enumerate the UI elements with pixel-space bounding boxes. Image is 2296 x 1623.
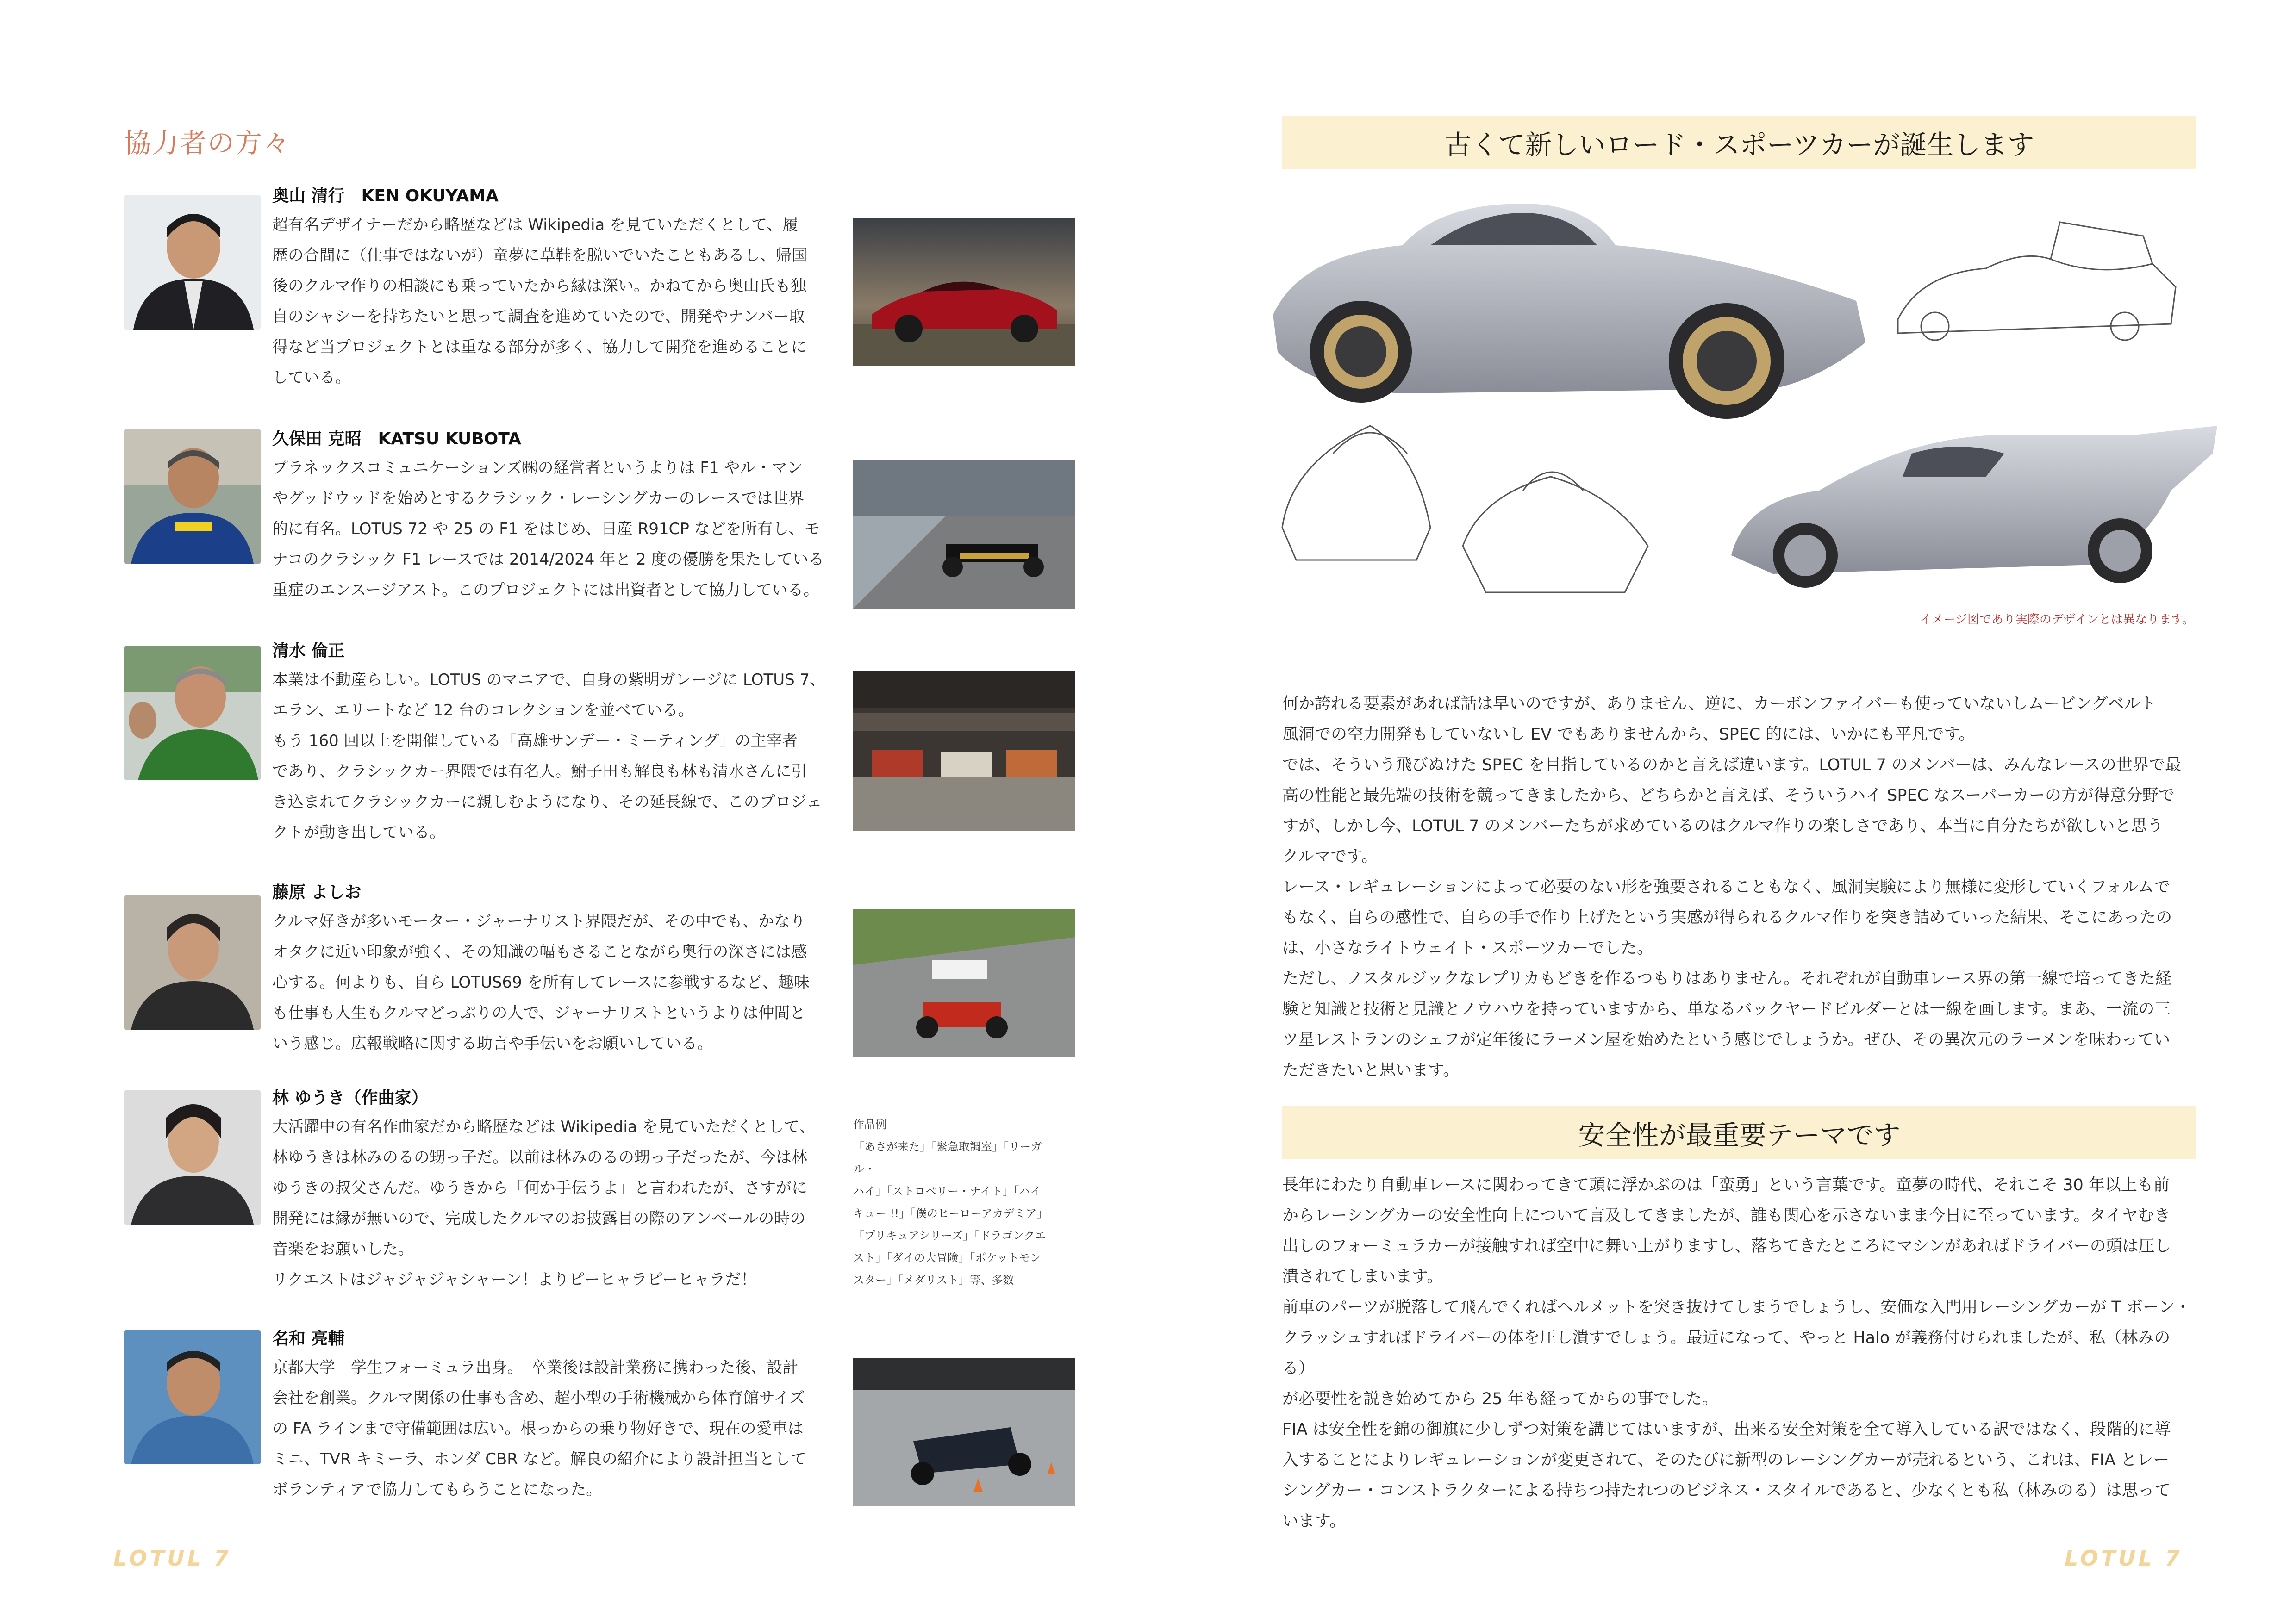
person-name: 名和 亮輔 <box>272 1329 345 1348</box>
collaborator-shimizu <box>124 638 1078 851</box>
person-name: 藤原 よしお <box>272 883 362 902</box>
design-sketches-illustration <box>1264 194 2264 634</box>
concept-paragraph: 何か誇れる要素があれば話は早いのですが、ありません、逆に、カーボンファイバーも使っていないしムービングベルト 風洞での空力開発もしていないし EV でもありませんから、SPEC 的には、いかにも平凡です。 では、そういう飛びぬけた SPEC を目指しているのかと言えば違います。LOTUL 7 のメンバーは、みんなレースの世界で最 高の性能と最先端の技術を競ってきましたから、どちらかと言えば、そういうハイ SPEC なスーパーカーの方が得意分野で すが、しかし今、LOTUL 7 のメンバーたちが求めているのはクルマ作りの楽しさであり、本当に自分たちが欲しいと思う クルマです。 レース・レギュレーションによって必要のない形を強要されることもなく、風洞実験により無様に変形していくフォルムで もなく、自らの感性で、自らの手で作り上げたという実感が得られるクルマ作りを突き詰めていった結果、そこにあったの は、小さなライトウェイト・スポーツカーでした。 ただし、ノスタルジックなレプリカもどきを作るつもりはありません。それぞれが自動車レース界の第一線で培ってきた経 験と知識と技術と見識とノウハウを持っていますから、単なるバックヤードビルダーとは一線を画します。まあ、一流の三 ツ星レストランのシェフが定年後にラーメン屋を始めたという感じでしょうか。ぜひ、その異次元のラーメンを味わってい ただきたいと思います。 <box>1282 695 2181 1080</box>
classic-f1-car-photo <box>853 460 1075 609</box>
student-formula-car-photo <box>853 1358 1075 1506</box>
portrait-photo <box>124 895 261 1030</box>
lotus69-race-photo <box>853 909 1075 1057</box>
portrait-photo <box>124 1330 261 1464</box>
person-bio: 京都大学 学生フォーミュラ出身。 卒業後は設計業務に携わった後、設計 会社を創業。クルマ関係の仕事も含め、超小型の手術機械から体育館サイズ の FA ラインまで守備範囲は広い。根っからの乗り物好きで、現在の愛車は ミニ、TVR キミーラ、ホンダ CBR など。解良の紹介により設計担当として ボランティアで協力してもらうことになった。 <box>272 1358 806 1499</box>
person-bio: 大活躍中の有名作曲家だから略歴などは Wikipedia を見ていただくとして、 林ゆうきは林みのるの甥っ子だ。以前は林みのるの甥っ子だったが、今は林 ゆうきの叔父さんだ。ゆうきから「何か手伝うよ」と言われたが、さすがに 開発には縁が無いので、完成したクルマのお披露目の際のアンベールの時の 音楽をお願いした。 リクエストはジャジャジャシャーン！よりピーヒャラピーヒャラだ！ <box>272 1118 815 1289</box>
person-bio: クルマ好きが多いモーター・ジャーナリスト界隈だが、その中でも、かなり オタクに近い印象が強く、その知識の幅もさることながら奥行の深さには感 心する。何よりも、自ら LOTUS69 を所有してレースに参戦するなど、趣味 も仕事も人生もクルマどっぷりの人で、ジャーナリストというよりは仲間と いう感じ。広報戦略に関する助言や手伝いをお願いしている。 <box>272 912 810 1053</box>
person-bio: 本業は不動産らしい。LOTUS のマニアで、自身の紫明ガレージに LOTUS 7、 エラン、エリートなど 12 台のコレクションを並べている。 もう 160 回以上を開催している「高雄サンデー・ミーティング」の主宰者 であり、クラシックカー界隈では有名人。鮒子田も解良も林も清水さんに引 き込まれてクラシックカーに親しむようになり、その延長線で、このプロジェ クトが動き出している。 <box>272 671 826 842</box>
banner-safety: 安全性が最重要テーマです <box>1282 1106 2196 1159</box>
red-sports-car-photo <box>853 218 1075 366</box>
collaborator-fujiwara <box>124 879 1078 1064</box>
portrait-photo <box>124 429 261 564</box>
person-bio: プラネックスコミュニケーションズ㈱の経営者というよりは F1 やル・マン やグッドウッドを始めとするクラシック・レーシングカーのレースでは世界 的に有名。LOTUS 72 や 25 の F1 をはじめ、日産 R91CP などを所有し、モ ナコのクラシック F1 レースでは 2014/2024 年と 2 度の優勝を果たしている 重症のエンスージアスト。このプロジェクトには出資者として協力している。 <box>272 459 824 599</box>
person-name: 清水 倫正 <box>272 641 345 660</box>
portrait-photo <box>124 1090 261 1225</box>
person-name: 奥山 清行 KEN OKUYAMA <box>272 187 499 205</box>
portrait-photo <box>124 646 261 780</box>
safety-paragraph: 長年にわたり自動車レースに関わってきて頭に浮かぶのは「蛮勇」という言葉です。童夢の時代、それこそ 30 年以上も前 からレーシングカーの安全性向上について言及してきましたが、誰も関心を示さないまま今日に至っています。タイヤむき 出しのフォーミュラカーが接触すれば空中に舞い上がりますし、落ちてきたところにマシンがあればドライバーの頭は圧し 潰されてしまいます。 前車のパーツが脱落して飛んでくればヘルメットを突き抜けてしまうでしょうし、安価な入門用レーシングカーが T ボーン・ クラッシュすればドライバーの体を圧し潰すでしょう。最近になって、やっと Halo が義務付けられましたが、私（林みのる） が必要性を説き始めてから 25 年も経ってからの事でした。 FIA は安全性を錦の御旗に少しずつ対策を講じてはいますが、出来る安全対策を全て導入している訳ではなく、段階的に導 入することによりレギュレーションが変更されて、そのたびに新型のレーシングカーが売れるという、これは、FIA とレー シングカー・コンストラクターによる持ちつ持たれつのビジネス・スタイルであると、少なくとも私（林みのる）は思って います。 <box>1282 1176 2191 1530</box>
lotul7-logo-right: LOTUL 7 <box>2065 1546 2183 1571</box>
lotul7-logo-left: LOTUL 7 <box>113 1546 231 1571</box>
person-name: 久保田 克昭 KATSU KUBOTA <box>272 429 521 448</box>
works-list: 作品例 「あさが来た」「緊急取調室」「リーガル・ ハイ」「ストロベリー・ナイト」「ハイ キュー !!」「僕のヒーローアカデミア」 「プリキュアシリーズ」「ドラゴンクエ スト」「ダイの大冒険」「ポケットモン スター」「メダリスト」等、多数 <box>853 1118 1048 1287</box>
collaborator-hayashi <box>124 1085 1078 1298</box>
person-name: 林 ゆうき（作曲家） <box>272 1088 428 1107</box>
classic-car-garage-photo <box>853 671 1075 831</box>
person-bio: 超有名デザイナーだから略歴などは Wikipedia を見ていただくとして、履 歴の合間に（仕事ではないが）童夢に草鞋を脱いでいたこともあるし、帰国 後のクルマ作りの相談にも乗っていたから縁は深い。かねてから奥山氏も独 自のシャシーを持ちたいと思って調査を進めていたので、開発やナンバー取 得など当プロジェクトとは重なる部分が多く、協力して開発を進めることに している。 <box>272 216 807 387</box>
banner-new-sports-car: 古くて新しいロード・スポーツカーが誕生します <box>1282 116 2196 169</box>
section-title: 協力者の方々 <box>124 127 291 159</box>
collaborator-nawa <box>124 1325 1078 1511</box>
collaborator-kubota <box>124 426 1078 611</box>
image-caption: イメージ図であり実際のデザインとは異なります。 <box>1919 613 2194 627</box>
collaborator-okuyama <box>124 183 1078 387</box>
portrait-photo <box>124 195 261 330</box>
